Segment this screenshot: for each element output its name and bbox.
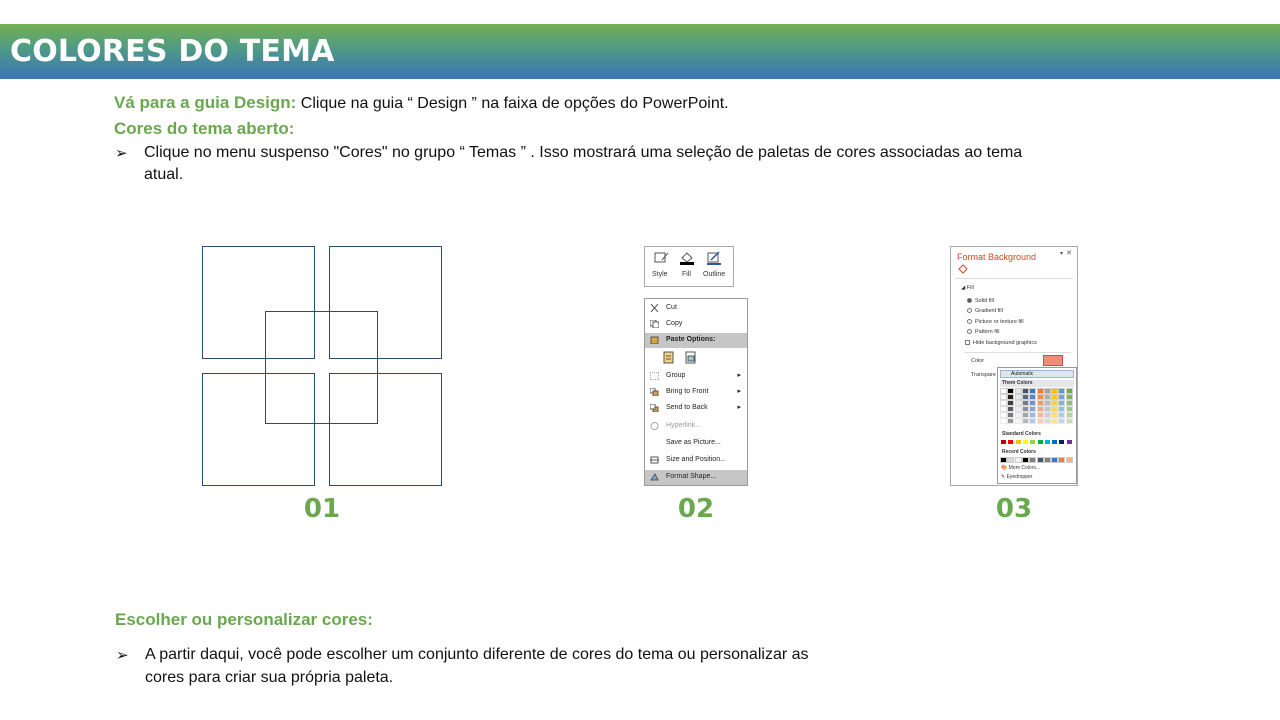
theme-color-swatch[interactable]: [1008, 395, 1013, 399]
fill-section-header[interactable]: ◢ Fill: [961, 285, 974, 291]
gradient-fill-radio[interactable]: Gradient fill: [967, 308, 1003, 314]
picture-fill-radio[interactable]: Picture or texture fill: [967, 319, 1024, 325]
theme-color-swatch[interactable]: [1067, 389, 1072, 393]
theme-color-swatch[interactable]: [1052, 389, 1057, 393]
recent-color-swatch[interactable]: [1030, 458, 1035, 462]
theme-color-swatch[interactable]: [1016, 395, 1021, 399]
mini-toolbar: [644, 246, 734, 287]
standard-color-swatch[interactable]: [1030, 440, 1035, 444]
hyperlink-icon: [650, 422, 659, 430]
theme-color-swatch[interactable]: [1059, 389, 1064, 393]
theme-color-swatch[interactable]: [1016, 419, 1021, 423]
standard-color-swatch[interactable]: [1001, 440, 1006, 444]
theme-color-swatch[interactable]: [1038, 413, 1043, 417]
theme-color-swatch[interactable]: [1030, 395, 1035, 399]
theme-color-swatch[interactable]: [1059, 401, 1064, 405]
eyedropper-option[interactable]: ✎ Eyedropper: [1001, 474, 1033, 480]
theme-color-swatch[interactable]: [1016, 401, 1021, 405]
step1-label: Vá para a guia Design:: [114, 93, 297, 112]
copy-icon: [650, 320, 659, 328]
theme-color-swatch[interactable]: [1016, 413, 1021, 417]
theme-color-swatch[interactable]: [1030, 401, 1035, 405]
ribbon-outline-label: Outline: [703, 271, 726, 278]
standard-color-swatch[interactable]: [1038, 440, 1043, 444]
color-label: Color: [971, 358, 985, 364]
send-to-back-icon: [650, 404, 659, 412]
menu-item-copy[interactable]: Copy: [645, 317, 747, 332]
color-palette-dropdown: [997, 367, 1077, 484]
step1-line: [114, 92, 729, 115]
arrow-bullet-icon: ➢: [116, 647, 129, 664]
theme-color-swatch[interactable]: [1001, 395, 1006, 399]
standard-color-swatch[interactable]: [1052, 440, 1057, 444]
theme-color-swatch[interactable]: [1001, 413, 1006, 417]
theme-color-swatch[interactable]: [1052, 407, 1057, 411]
theme-color-swatch[interactable]: [1067, 401, 1072, 405]
theme-color-swatch[interactable]: [1038, 401, 1043, 405]
theme-color-swatch[interactable]: [1052, 395, 1057, 399]
theme-color-swatch[interactable]: [1030, 419, 1035, 423]
figure-01-label: 01: [303, 494, 341, 524]
group-icon: [650, 372, 659, 380]
theme-color-swatch[interactable]: [1023, 419, 1028, 423]
theme-color-swatch[interactable]: [1067, 413, 1072, 417]
theme-color-swatch[interactable]: [1023, 401, 1028, 405]
theme-color-swatch[interactable]: [1008, 389, 1013, 393]
menu-item-save-as-picture[interactable]: Save as Picture...: [666, 439, 721, 446]
step2-label: Cores do tema aberto:: [114, 119, 295, 138]
outline-pen-icon[interactable]: [706, 251, 722, 265]
standard-color-swatch[interactable]: [1023, 440, 1028, 444]
theme-color-swatch[interactable]: [1038, 419, 1043, 423]
theme-color-swatch[interactable]: [1001, 419, 1006, 423]
step3-bullet-line1: A partir daqui, você pode escolher um conjunto diferente de cores do tema ou personalizar as: [145, 646, 809, 663]
title-banner: [0, 24, 1280, 79]
theme-color-swatch[interactable]: [1059, 407, 1064, 411]
step1-text: Clique na guia “ Design ” na faixa de opções do PowerPoint.: [296, 95, 729, 112]
theme-color-swatch[interactable]: [1016, 389, 1021, 393]
figure-02-label: 02: [677, 494, 715, 524]
menu-item-bring-to-front[interactable]: Bring to Front ▸: [645, 385, 747, 400]
menu-paste-options-header: Paste Options:: [645, 333, 747, 348]
recent-color-swatch[interactable]: [1038, 458, 1043, 462]
theme-color-swatch[interactable]: [1030, 413, 1035, 417]
solid-fill-radio[interactable]: Solid fill: [967, 298, 994, 304]
theme-color-swatch[interactable]: [1001, 389, 1006, 393]
pane-dropdown-icon[interactable]: ▾: [1059, 251, 1063, 257]
fill-bucket-icon[interactable]: [957, 264, 969, 274]
standard-color-swatch[interactable]: [1067, 440, 1072, 444]
menu-item-group[interactable]: Group ▸: [645, 369, 747, 384]
theme-color-swatch[interactable]: [1001, 407, 1006, 411]
theme-color-swatch[interactable]: [1059, 419, 1064, 423]
close-icon[interactable]: ✕: [1066, 250, 1072, 257]
theme-color-swatch[interactable]: [1052, 401, 1057, 405]
paste-keep-formatting-icon[interactable]: [663, 351, 675, 364]
theme-color-swatch[interactable]: [1023, 413, 1028, 417]
standard-color-swatch[interactable]: [1008, 440, 1013, 444]
step3-label: Escolher ou personalizar cores:: [115, 610, 373, 629]
menu-item-cut[interactable]: Cut: [645, 301, 747, 316]
menu-item-format-shape[interactable]: Format Shape...: [645, 470, 747, 485]
theme-color-swatch[interactable]: [1038, 407, 1043, 411]
automatic-color-option[interactable]: Automatic: [1000, 370, 1074, 378]
paste-options-row: [645, 349, 747, 367]
theme-color-swatch[interactable]: [1045, 389, 1050, 393]
step2-bullet-line2: atual.: [144, 166, 184, 183]
standard-color-swatch[interactable]: [1016, 440, 1021, 444]
standard-colors-label: Standard Colors: [1002, 431, 1041, 437]
recent-color-swatch[interactable]: [1023, 458, 1028, 462]
style-icon[interactable]: [653, 251, 669, 265]
fill-bucket-icon[interactable]: [679, 251, 695, 265]
ribbon-fill-label: Fill: [682, 271, 691, 278]
square-center: [265, 311, 378, 424]
ribbon-style-label: Style: [652, 271, 668, 278]
theme-color-swatch[interactable]: [1008, 419, 1013, 423]
clipboard-icon: [650, 336, 659, 344]
menu-item-hyperlink[interactable]: Hyperlink...: [645, 419, 747, 434]
theme-color-swatch[interactable]: [1023, 395, 1028, 399]
submenu-arrow-icon: ▸: [737, 404, 741, 411]
pattern-fill-radio[interactable]: Pattern fill: [967, 329, 999, 335]
theme-color-swatch[interactable]: [1045, 419, 1050, 423]
step3-bullet-line2: cores para criar sua própria paleta.: [145, 669, 394, 686]
theme-colors-label: Them Colors: [1002, 380, 1033, 386]
page-title: COLORES DO TEMA: [10, 34, 335, 69]
figure-03-label: 03: [995, 494, 1033, 524]
recent-color-swatch[interactable]: [1001, 458, 1006, 462]
arrow-bullet-icon: ➢: [115, 145, 128, 162]
submenu-arrow-icon: ▸: [737, 388, 741, 395]
recent-color-swatch[interactable]: [1067, 458, 1072, 462]
size-position-icon: [650, 456, 659, 464]
theme-color-swatch[interactable]: [1045, 401, 1050, 405]
theme-color-swatch[interactable]: [1052, 419, 1057, 423]
format-background-title: Format Background: [957, 252, 1037, 262]
hide-background-checkbox[interactable]: Hide background graphics: [965, 340, 1037, 346]
theme-color-swatch[interactable]: [1067, 395, 1072, 399]
submenu-arrow-icon: ▸: [737, 372, 741, 379]
standard-color-swatch[interactable]: [1045, 440, 1050, 444]
theme-color-swatch[interactable]: [1059, 413, 1064, 417]
recent-color-swatch[interactable]: [1059, 458, 1064, 462]
theme-color-swatch[interactable]: [1023, 407, 1028, 411]
theme-color-swatch[interactable]: [1008, 413, 1013, 417]
theme-color-swatch[interactable]: [1038, 395, 1043, 399]
theme-color-swatch[interactable]: [1067, 407, 1072, 411]
theme-color-swatch[interactable]: [1023, 389, 1028, 393]
recent-color-swatch[interactable]: [1052, 458, 1057, 462]
theme-color-swatch[interactable]: [1067, 419, 1072, 423]
menu-item-size-and-position[interactable]: Size and Position...: [645, 453, 747, 468]
more-colors-option[interactable]: 🎨 More Colors...: [1001, 465, 1041, 471]
recent-color-swatch[interactable]: [1016, 458, 1021, 462]
scissors-icon: [650, 304, 659, 312]
context-menu: [644, 298, 748, 486]
paste-picture-icon[interactable]: [685, 351, 697, 364]
theme-color-swatch[interactable]: [1001, 401, 1006, 405]
standard-color-swatch[interactable]: [1059, 440, 1064, 444]
theme-color-swatch[interactable]: [1008, 401, 1013, 405]
theme-color-swatch[interactable]: [1016, 407, 1021, 411]
recent-color-swatch[interactable]: [1045, 458, 1050, 462]
recent-color-swatch[interactable]: [1008, 458, 1013, 462]
theme-color-swatch[interactable]: [1045, 407, 1050, 411]
theme-color-swatch[interactable]: [1052, 413, 1057, 417]
theme-color-swatch[interactable]: [1045, 413, 1050, 417]
transparency-label: Transpare: [971, 372, 996, 378]
recent-colors-label: Recent Colors: [1002, 449, 1036, 455]
color-picker-button[interactable]: [1043, 355, 1063, 366]
bring-to-front-icon: [650, 388, 659, 396]
theme-color-swatch[interactable]: [1059, 395, 1064, 399]
menu-item-send-to-back[interactable]: Send to Back ▸: [645, 401, 747, 416]
format-shape-icon: [650, 473, 659, 481]
step2-bullet-line1: Clique no menu suspenso "Cores" no grupo “ Temas ” . Isso mostrará uma seleção de paletas de cores associadas ao tema: [144, 144, 1023, 161]
theme-color-swatch[interactable]: [1030, 389, 1035, 393]
theme-color-swatch[interactable]: [1045, 395, 1050, 399]
theme-color-swatch[interactable]: [1030, 407, 1035, 411]
theme-color-swatch[interactable]: [1008, 407, 1013, 411]
theme-color-swatch[interactable]: [1038, 389, 1043, 393]
